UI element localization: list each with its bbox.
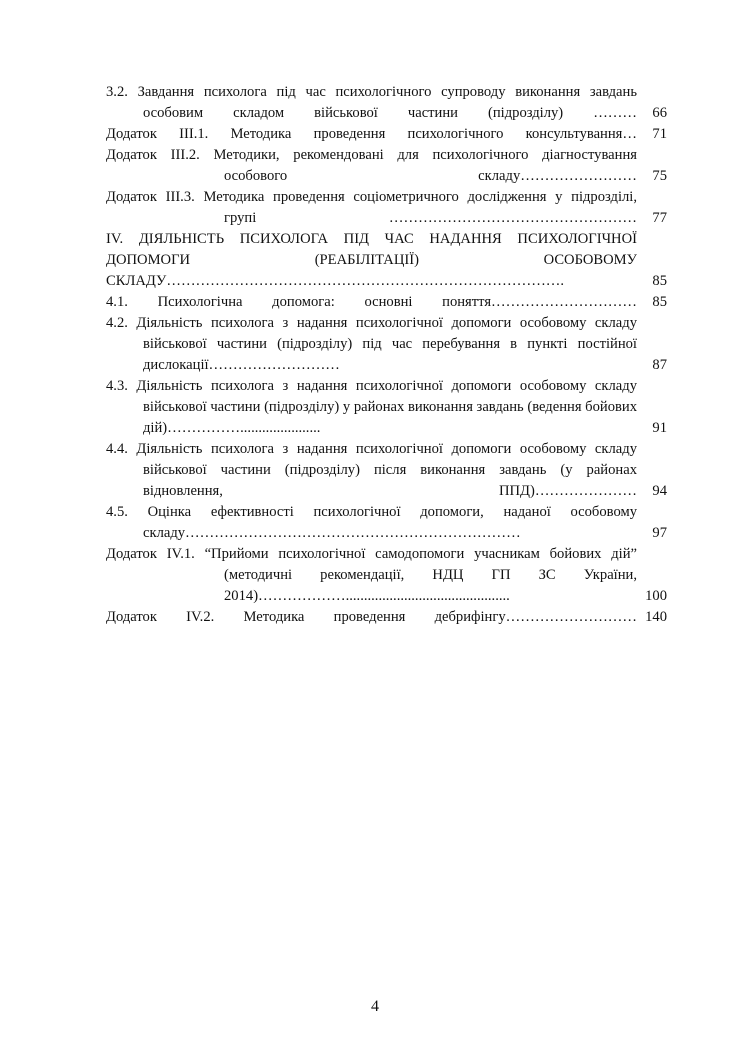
toc-entry-page: 66 (652, 105, 667, 121)
toc-section-entry[interactable] (106, 229, 667, 292)
toc-entry[interactable] (106, 187, 667, 229)
toc-entry-page: 97 (652, 525, 667, 541)
toc-entry-title: 4.3. Діяльність психолога з надання психологічної допомоги особовому складу військової частини (підрозділу) у районах виконання завдань (ведення бойових дій)……………...................... (106, 378, 638, 436)
toc-entry[interactable] (106, 439, 667, 502)
toc-entry-page: 75 (652, 168, 667, 184)
toc-entry-title: IV. ДІЯЛЬНІСТЬ ПСИХОЛОГА ПІД ЧАС НАДАННЯ ПСИХОЛОГІЧНОЇ ДОПОМОГИ (РЕАБІЛІТАЦІЇ) ОСОБОВОМУ СКЛАДУ………………………………………………………………………. (106, 231, 637, 289)
table-of-contents (106, 82, 667, 628)
toc-entry[interactable] (106, 292, 667, 313)
toc-entry-page: 87 (652, 357, 667, 373)
toc-entry-page: 140 (645, 609, 667, 625)
toc-entry-page: 77 (652, 210, 667, 226)
toc-entry-title: Додаток IV.1. “Прийоми психологічної самодопомоги учасникам бойових дій” (методичні рекомендації, НДЦ ГП ЗС України, 2014)………………............................................. (106, 546, 637, 604)
toc-entry-title: Додаток ІІІ.3. Методика проведення соціометричного дослідження у підрозділі, групі …………………………………………… (106, 189, 637, 226)
toc-entry-page: 85 (652, 294, 667, 310)
toc-entry[interactable] (106, 145, 667, 187)
toc-entry-title: 3.2. Завдання психолога під час психологічного супроводу виконання завдань особовим складом військової частини (підрозділу) ……… (106, 84, 637, 121)
toc-entry[interactable] (106, 124, 667, 145)
toc-entry-title: Додаток IV.2. Методика проведення дебрифінгу……………………… (106, 609, 637, 625)
toc-entry-title: 4.4. Діяльність психолога з надання психологічної допомоги особовому складу військової частини (підрозділу) після виконання завдань (у районах відновлення, ППД)………………… (106, 441, 637, 499)
toc-entry-page: 91 (652, 420, 667, 436)
toc-entry-page: 100 (645, 588, 667, 604)
toc-entry[interactable] (106, 376, 667, 439)
toc-entry[interactable] (106, 607, 667, 628)
toc-entry-page: 94 (652, 483, 667, 499)
toc-entry[interactable] (106, 502, 667, 544)
toc-entry-title: Додаток ІІІ.1. Методика проведення психологічного консультування… (106, 126, 637, 142)
toc-entry-title: 4.2. Діяльність психолога з надання психологічної допомоги особовому складу військової частини (підрозділу) під час перебування в пункті постійної дислокації……………………… (106, 315, 637, 373)
toc-entry-title: 4.5. Оцінка ефективності психологічної допомоги, наданої особовому складу…………………………………………………………… (106, 504, 637, 541)
toc-entry-title: 4.1. Психологічна допомога: основні поняття………………………… (106, 294, 637, 310)
toc-entry-title: Додаток ІІІ.2. Методики, рекомендовані для психологічного діагностування особового складу…………………… (106, 147, 637, 184)
toc-entry-page: 71 (652, 126, 667, 142)
page-number: 4 (371, 998, 379, 1015)
toc-entry[interactable] (106, 82, 667, 124)
toc-entry[interactable] (106, 544, 667, 607)
toc-entry[interactable] (106, 313, 667, 376)
toc-entry-page: 85 (652, 273, 667, 289)
